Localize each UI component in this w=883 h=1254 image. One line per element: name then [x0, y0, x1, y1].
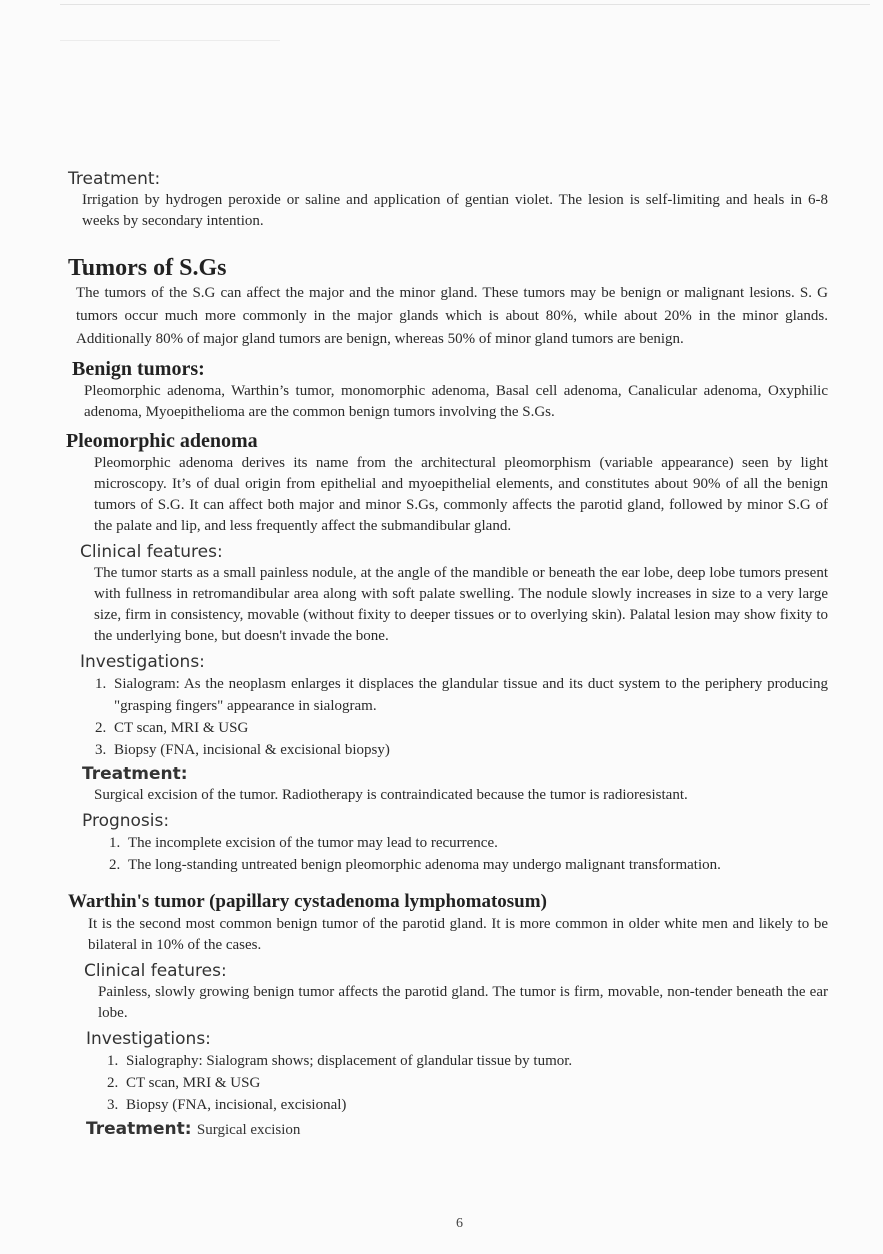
- warthin-treatment-text: Surgical excision: [196, 1122, 301, 1138]
- warthin-tumor-text: It is the second most common benign tumor of the parotid gland. It is more common in older white men and likely to be bilateral in 10% of the cases.: [88, 916, 828, 953]
- list-item: 2. CT scan, MRI & USG: [122, 1072, 828, 1094]
- benign-tumors-text: Pleomorphic adenoma, Warthin’s tumor, monomorphic adenoma, Basal cell adenoma, Canalicular adenoma, Oxyphilic adenoma, Myoepithelioma are the common benign tumors involving the S.Gs.: [84, 383, 828, 420]
- list-item: 2. The long-standing untreated benign pleomorphic adenoma may undergo malignant transformation.: [124, 854, 828, 876]
- warthin-treatment-heading: Treatment:: [86, 1119, 192, 1139]
- pleomorphic-adenoma-text: Pleomorphic adenoma derives its name from the architectural pleomorphism (variable appearance) seen by light microscopy. It’s of dual origin from epithelial and myoepithelial elements, and constitutes about 90% of all the benign tumors of S.G. It can affect both major and minor S.Gs, commonly affects the parotid gland, followed by minor S.G of the palate and lip, and less frequently affect the submandibular gland.: [94, 455, 828, 534]
- pleomorphic-treatment-text: Surgical excision of the tumor. Radiotherapy is contraindicated because the tumor is radioresistant.: [94, 787, 688, 803]
- warthin-investigations-heading: Investigations:: [86, 1029, 211, 1049]
- page-number: 6: [456, 1216, 463, 1231]
- pleomorphic-investigations-heading: Investigations:: [80, 652, 205, 672]
- benign-tumors-title: Benign tumors:: [72, 358, 205, 380]
- page-content: [68, 168, 828, 1141]
- pleomorphic-treatment-heading: Treatment:: [82, 764, 188, 784]
- treatment-text: Irrigation by hydrogen peroxide or saline and application of gentian violet. The lesion is self-limiting and heals in 6-8 weeks by secondary intention.: [82, 192, 828, 229]
- warthin-clinical-heading: Clinical features:: [84, 961, 227, 981]
- treatment-heading: Treatment:: [68, 169, 161, 189]
- pleomorphic-clinical-heading: Clinical features:: [80, 542, 223, 562]
- tumors-text: The tumors of the S.G can affect the major and the minor gland. These tumors may be benign or malignant lesions. S. G tumors occur much more commonly in the major glands which is about 80%, while about 20% in the minor glands. Additionally 80% of major gland tumors are benign, whereas 50% of minor gland tumors are benign.: [76, 285, 828, 347]
- warthin-treatment-line: [86, 1118, 828, 1141]
- list-item: 1. The incomplete excision of the tumor may lead to recurrence.: [124, 832, 828, 854]
- pleomorphic-investigations-list: [68, 673, 828, 761]
- tumors-title: Tumors of S.Gs: [68, 255, 227, 281]
- warthin-investigations-list: [68, 1050, 828, 1116]
- pleomorphic-prognosis-heading: Prognosis:: [82, 811, 170, 831]
- warthin-clinical-text: Painless, slowly growing benign tumor affects the parotid gland. The tumor is firm, movable, non-tender beneath the ear lobe.: [98, 984, 828, 1021]
- scan-edge-line: [60, 40, 280, 41]
- pleomorphic-clinical-text: The tumor starts as a small painless nodule, at the angle of the mandible or beneath the ear lobe, deep lobe tumors present with fullness in retromandibular area along with soft palate swelling. The nodule slowly increases in size to a very large size, firm in consistency, movable (without fixity to deeper tissues or to overlying skin). Palatal lesion may show fixity to the underlying bone, but doesn't invade the bone.: [94, 565, 828, 644]
- list-item: 1. Sialogram: As the neoplasm enlarges it displaces the glandular tissue and its duct system to the periphery producing "grasping fingers" appearance in sialogram.: [110, 673, 828, 717]
- warthin-tumor-title: Warthin's tumor (papillary cystadenoma lymphomatosum): [68, 891, 547, 912]
- list-item: 3. Biopsy (FNA, incisional & excisional biopsy): [110, 739, 828, 761]
- pleomorphic-adenoma-title: Pleomorphic adenoma: [66, 430, 258, 452]
- list-item: 3. Biopsy (FNA, incisional, excisional): [122, 1094, 828, 1116]
- list-item: 2. CT scan, MRI & USG: [110, 717, 828, 739]
- scan-edge-line: [60, 4, 870, 5]
- pleomorphic-prognosis-list: [68, 832, 828, 876]
- list-item: 1. Sialography: Sialogram shows; displacement of glandular tissue by tumor.: [122, 1050, 828, 1072]
